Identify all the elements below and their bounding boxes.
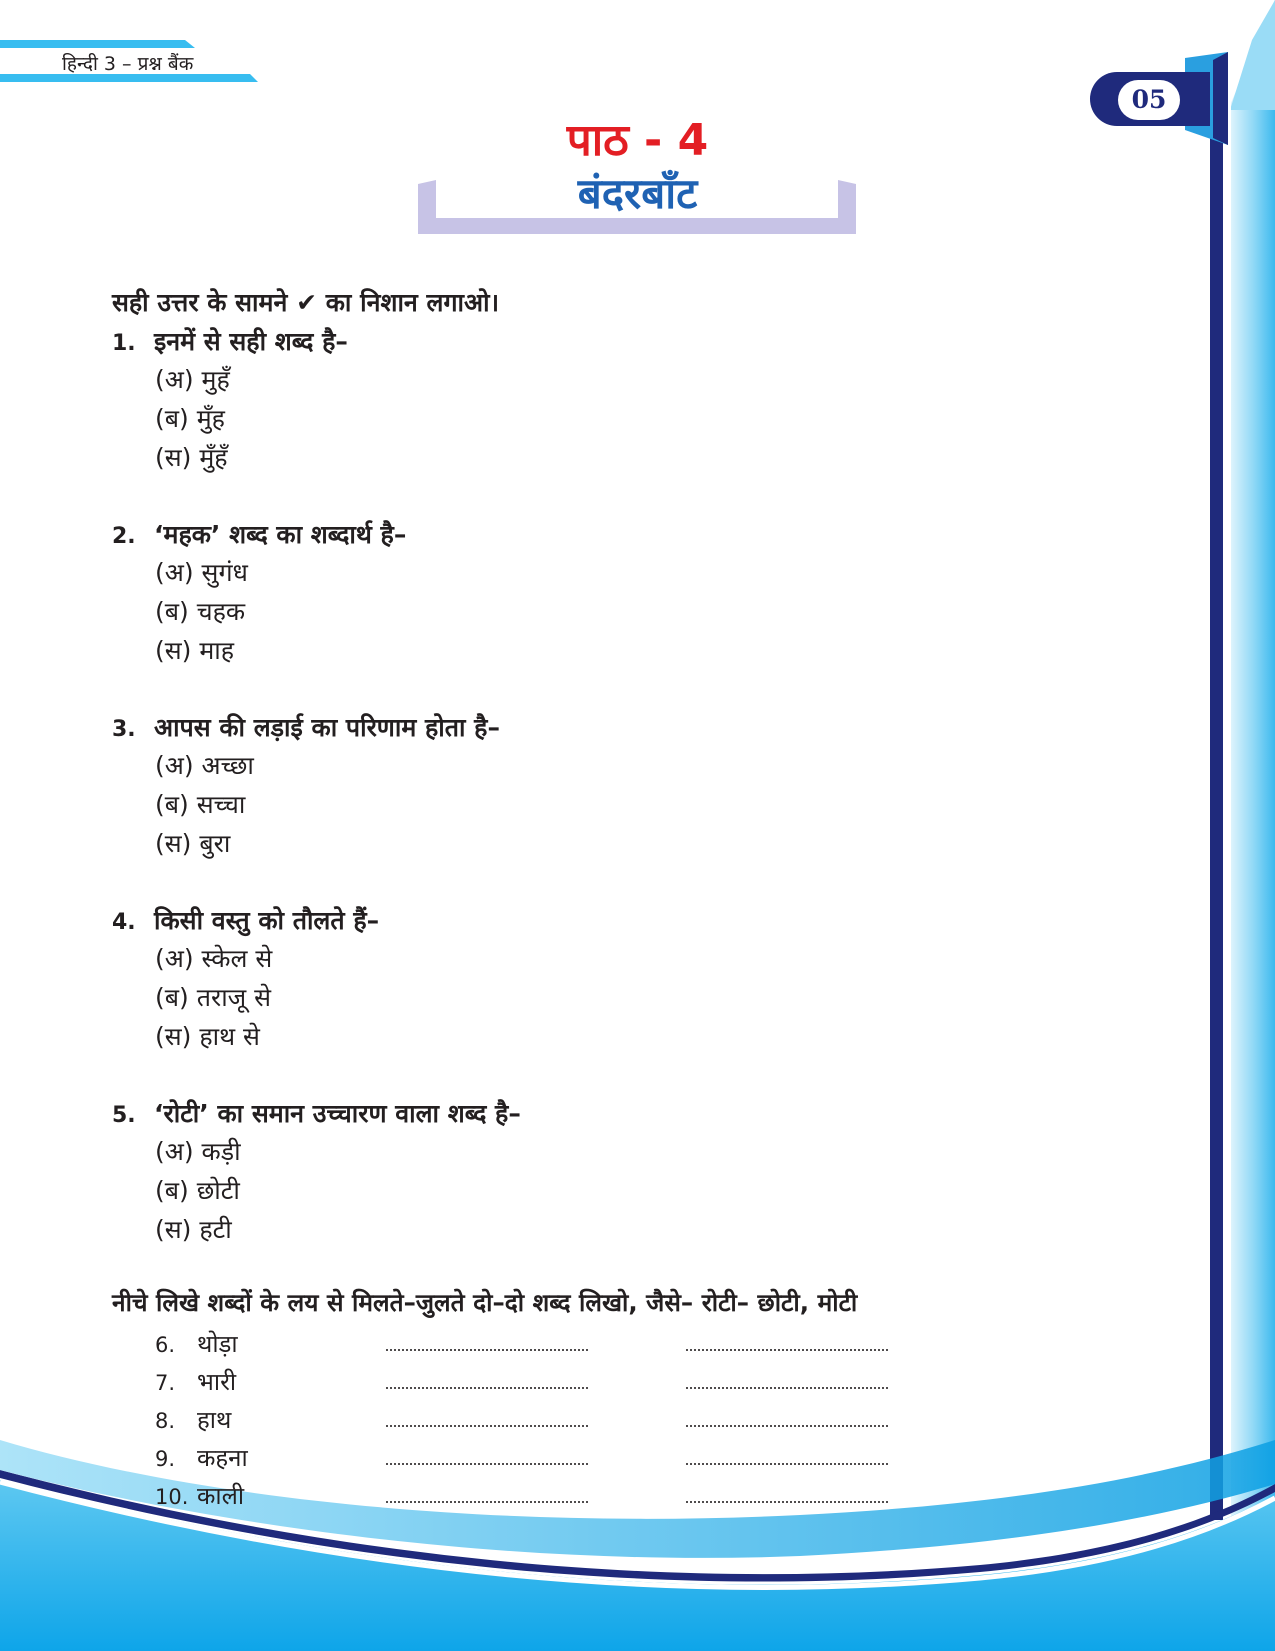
question-text: ‘महक’ शब्द का शब्दार्थ है– [154,520,407,549]
option-b: (ब) छोटी [155,1176,240,1205]
option-a: (अ) सुगंध [155,558,248,587]
item-word: काली [197,1482,245,1510]
option-b: (ब) तराजू से [155,983,272,1012]
answer-blank[interactable] [685,1387,890,1389]
option-a: (अ) कड़ी [155,1137,241,1166]
section2-instruction: नीचे लिखे शब्दों के लय से मिलते–जुलते दो–दो शब्द लिखो, जैसे– रोटी– छोटी, मोटी [112,1288,858,1317]
item-number: 10. [155,1485,189,1509]
item-word: हाथ [197,1406,232,1434]
option-c: (स) माह [155,636,235,665]
option-b: (ब) सच्चा [155,790,246,819]
option-b: (ब) चहक [155,597,246,626]
answer-blank[interactable] [385,1387,590,1389]
answer-blank[interactable] [385,1425,590,1427]
question-2 [112,518,406,554]
question-number: 5. [112,1103,136,1128]
rhyme-row [155,1479,244,1512]
answer-blank[interactable] [685,1349,890,1351]
question-number: 3. [112,717,136,742]
item-number: 9. [155,1447,176,1471]
item-number: 7. [155,1371,176,1395]
answer-blank[interactable] [385,1349,590,1351]
rhyme-row [155,1365,236,1398]
item-number: 6. [155,1333,176,1357]
question-text: इनमें से सही शब्द है– [154,327,348,356]
book-label: हिन्दी 3 – प्रश्न बैंक [62,53,194,75]
question-text: किसी वस्तु को तौलते हैं– [154,906,380,935]
lesson-number: पाठ - 4 [566,115,709,166]
rhyme-row [155,1403,231,1436]
item-number: 8. [155,1409,176,1433]
question-4 [112,904,379,940]
answer-blank[interactable] [685,1463,890,1465]
question-1 [112,325,348,361]
item-word: थोड़ा [197,1330,238,1358]
option-a: (अ) स्केल से [155,944,273,973]
question-3 [112,711,500,747]
question-5 [112,1097,521,1133]
answer-blank[interactable] [685,1501,890,1503]
option-c: (स) बुरा [155,829,231,858]
question-text: ‘रोटी’ का समान उच्चारण वाला शब्द है– [154,1099,521,1128]
question-number: 1. [112,331,136,356]
option-b: (ब) मुँह [155,404,225,433]
option-a: (अ) अच्छा [155,751,254,780]
option-c: (स) हाथ से [155,1022,260,1051]
item-word: कहना [197,1444,248,1472]
question-number: 4. [112,910,136,935]
option-c: (स) हटी [155,1215,232,1244]
rhyme-row [155,1327,238,1360]
answer-blank[interactable] [685,1425,890,1427]
question-text: आपस की लड़ाई का परिणाम होता है– [154,713,500,742]
lesson-title: बंदरबाँट [577,169,698,218]
page-number: 05 [1131,85,1167,114]
option-c: (स) मुँहँ [155,443,228,472]
item-word: भारी [197,1368,237,1396]
answer-blank[interactable] [385,1463,590,1465]
rhyme-row [155,1441,248,1474]
answer-blank[interactable] [385,1501,590,1503]
option-a: (अ) मुहँ [155,365,230,394]
section1-instruction: सही उत्तर के सामने ✔ का निशान लगाओ। [112,288,500,317]
question-number: 2. [112,524,136,549]
